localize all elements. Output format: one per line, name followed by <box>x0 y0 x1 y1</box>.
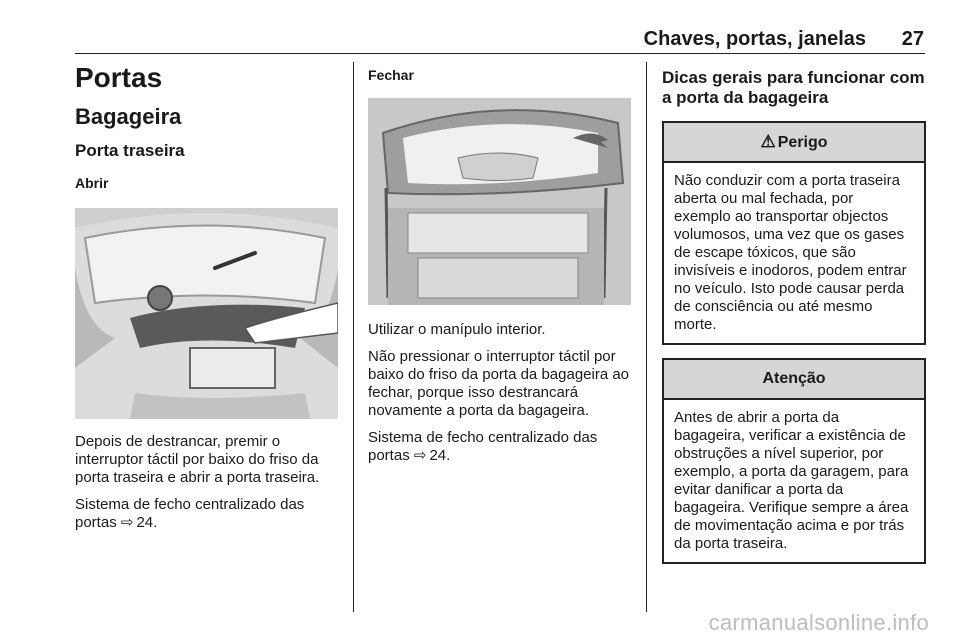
danger-header <box>664 123 924 163</box>
paragraph-close-instructions: Utilizar o manípulo interior. <box>368 321 546 338</box>
paragraph-central-locking-ref <box>368 429 633 465</box>
danger-box <box>662 121 926 345</box>
section-title: Portas <box>75 62 163 93</box>
column-divider-1 <box>353 62 354 612</box>
paragraph-text: Sistema de fecho centralizado das portas <box>368 429 598 464</box>
topic-title: Porta traseira <box>75 141 185 160</box>
page-number: 27 <box>901 28 924 50</box>
running-header-title: Chaves, portas, janelas <box>643 28 866 50</box>
warning-triangle-icon: ⚠ <box>760 132 776 151</box>
right-column <box>662 62 926 564</box>
paragraph-open-instructions: Depois de destrancar, premir o interruptor táctil por baixo do friso da porta traseira e abrir a porta traseira. <box>75 433 320 486</box>
column-divider-2 <box>646 62 647 612</box>
step-heading-close: Fechar <box>368 67 414 83</box>
danger-title: Perigo <box>777 134 828 151</box>
subsection-title: Bagageira <box>75 104 182 129</box>
watermark: carmanualsonline.info <box>708 610 929 635</box>
paragraph-central-locking-ref <box>75 496 340 532</box>
paragraph-close-warning: Não pressionar o interruptor táctil por baixo do friso da porta da bagageira ao fechar, porque isso destrancará novamente a porta da bagageira. <box>368 348 630 419</box>
caution-text: Antes de abrir a porta da bagageira, verificar a existência de obstruções a nível superior, por exemplo, a porta da garagem, para evitar danificar a porta da bagageira. Verifique sempre a área de movimentação acima e por trás da porta traseira. <box>674 409 909 552</box>
page-reference[interactable]: ⇨ 24. <box>414 447 450 464</box>
caution-header: Atenção <box>664 360 924 400</box>
paragraph-text: Sistema de fecho centralizado das portas <box>75 496 305 531</box>
step-heading-open: Abrir <box>75 175 109 191</box>
tips-heading: Dicas gerais para funcionar com a porta da bagageira <box>662 68 925 107</box>
left-column <box>75 62 340 541</box>
page-reference[interactable]: ⇨ 24. <box>121 514 157 531</box>
middle-column <box>368 62 633 474</box>
tailgate-close-illustration <box>368 98 631 305</box>
tailgate-open-illustration <box>75 208 338 419</box>
danger-text: Não conduzir com a porta traseira aberta ou mal fechada, por exemplo ao transportar objectos volumosos, uma vez que os gases de escape tóxicos, que são invisíveis e inodoros, podem entrar no veículo. Isto pode causar perda de consciência ou até mesmo morte. <box>674 172 907 333</box>
header-rule <box>75 53 925 54</box>
caution-box <box>662 358 926 564</box>
